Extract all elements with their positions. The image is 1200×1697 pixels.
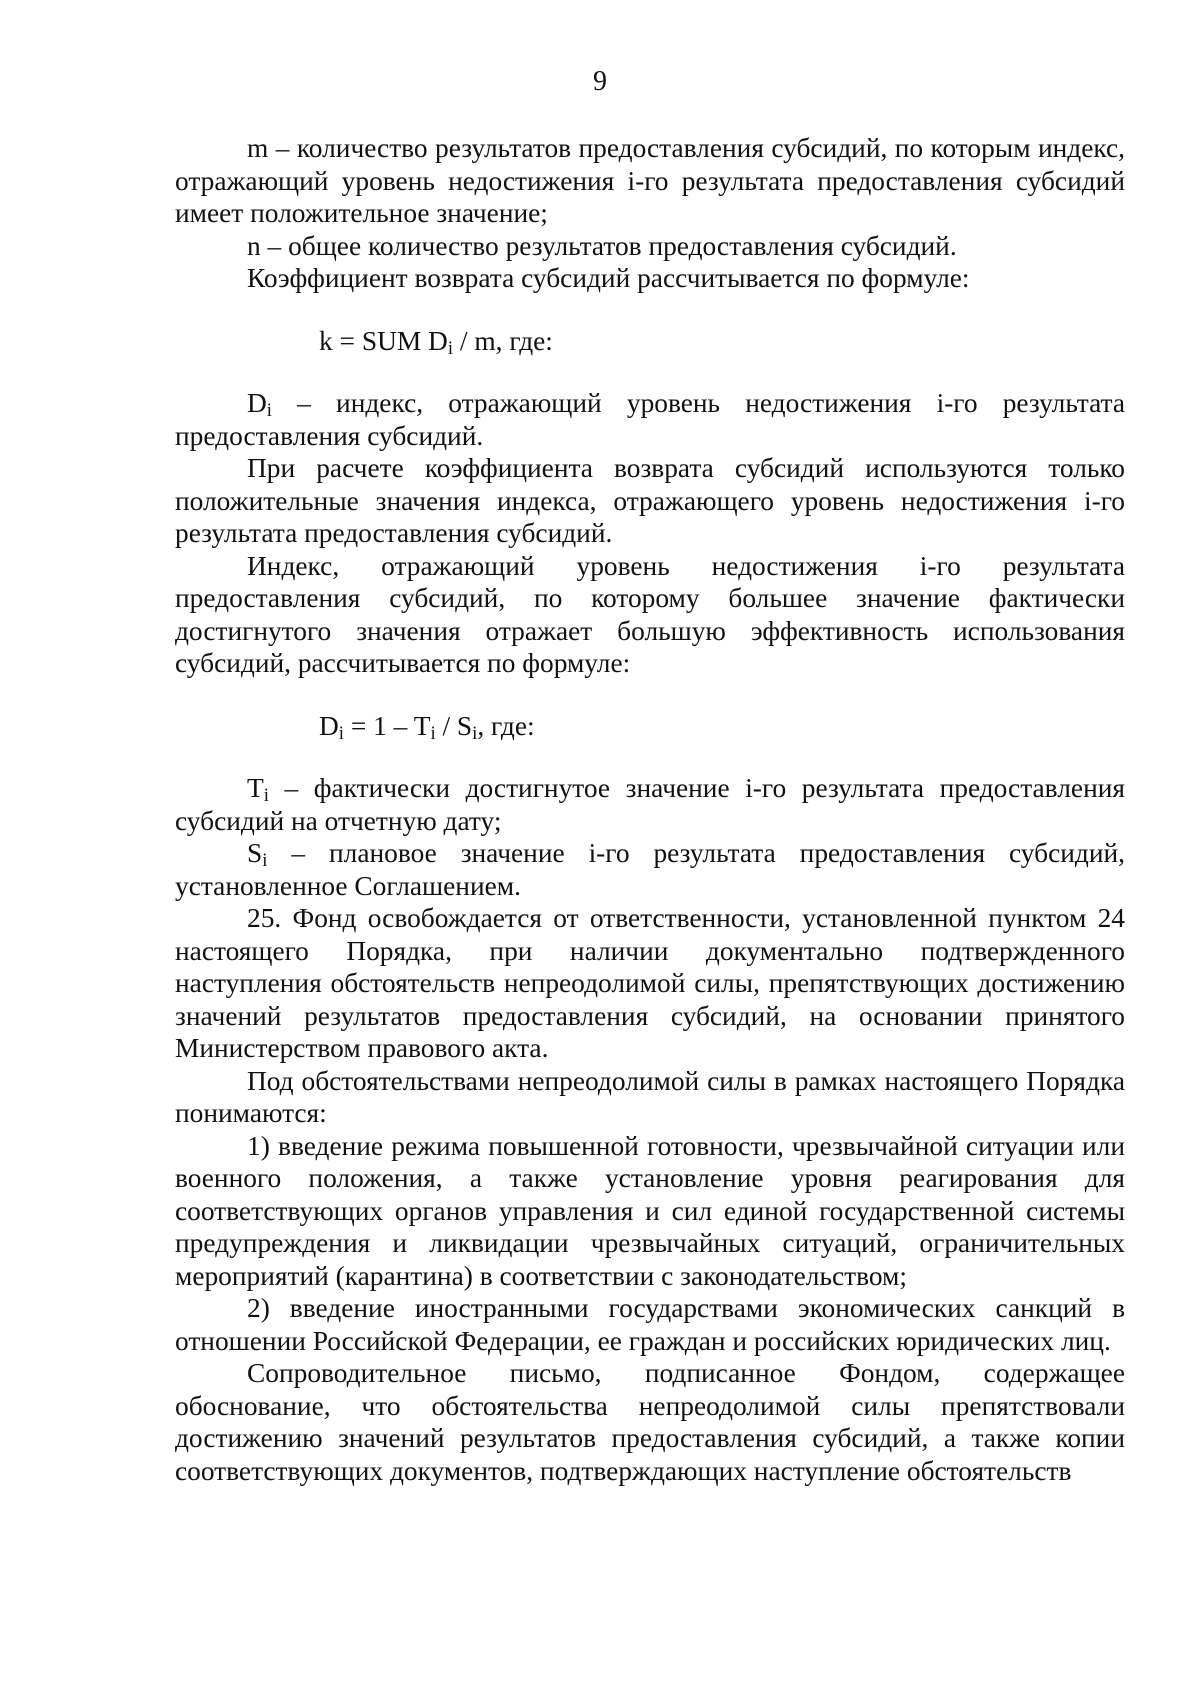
formula-d-subscript: i: [338, 722, 344, 744]
formula-k-rest: / m, где:: [453, 325, 553, 356]
paragraph-ti-text: – фактически достигнутое значение i-го результата предоставления субсидий на отчетную дату;: [175, 773, 1125, 836]
formula-where: , где:: [477, 710, 535, 741]
symbol-s: S: [247, 838, 263, 868]
symbol-d: D: [247, 388, 267, 418]
formula-d-letter: D: [319, 710, 339, 741]
formula-t-subscript: i: [430, 722, 436, 744]
formula-return-coefficient: [175, 325, 1125, 358]
document-body: [175, 132, 1125, 1487]
paragraph-di-definition: [175, 387, 1125, 452]
paragraph-item-2: 2) введение иностранными государствами экономических санкций в отношении Российской Федерации, ее граждан и российских юридических лиц.: [175, 1293, 1125, 1356]
formula-k-lhs: k = SUM D: [319, 325, 448, 356]
paragraph-force-majeure-intro: Под обстоятельствами непреодолимой силы в рамках настоящего Порядка понимаются:: [175, 1065, 1125, 1128]
formula-k-subscript: i: [447, 337, 454, 359]
paragraph-cover-letter: Сопроводительное письмо, подписанное Фондом, содержащее обоснование, что обстоятельства непреодолимой силы препятствовали достижению значений результатов предоставления субсидий, а также копии соответствующих документов, подтверждающих наступление обстоятельств: [175, 1358, 1125, 1486]
symbol-t: T: [247, 773, 264, 803]
formula-t-part: = 1 – T: [343, 710, 431, 741]
formula-index: [175, 710, 1125, 743]
symbol-t-subscript: i: [263, 785, 269, 807]
paragraph-di-text: – индекс, отражающий уровень недостижения i-го результата предоставления субсидий.: [175, 388, 1125, 451]
page-number: 9: [593, 66, 607, 97]
paragraph-ti-definition: [175, 772, 1125, 837]
paragraph-n-definition: n – общее количество результатов предоставления субсидий.: [247, 230, 957, 261]
paragraph-item-1: 1) введение режима повышенной готовности, чрезвычайной ситуации или военного положения, а также установление уровня реагирования для соответствующих органов управления и сил единой государственной системы предупреждения и ликвидации чрезвычайных ситуаций, ограничительных мероприятий (карантина) в соответствии с законодательством;: [175, 1130, 1125, 1291]
formula-s-part: / S: [435, 710, 473, 741]
paragraph-positive-values: При расчете коэффициента возврата субсидий используются только положительные значения индекса, отражающего уровень недостижения i-го результата предоставления субсидий.: [175, 453, 1125, 548]
paragraph-si-definition: [175, 837, 1125, 902]
formula-s-subscript: i: [472, 722, 478, 744]
paragraph-m-definition: m – количество результатов предоставления субсидий, по которым индекс, отражающий уровень недостижения i-го результата предоставления субсидий имеет положительное значение;: [175, 133, 1125, 228]
paragraph-si-text: – плановое значение i-го результата предоставления субсидий, установленное Соглашением.: [175, 838, 1125, 901]
paragraph-index-intro: Индекс, отражающий уровень недостижения i-го результата предоставления субсидий, по которому большее значение фактически достигнутого значения отражает большую эффективность использования субсидий, рассчитывается по формуле:: [175, 550, 1125, 678]
symbol-s-subscript: i: [262, 850, 268, 872]
paragraph-clause-25: 25. Фонд освобождается от ответственности, установленной пунктом 24 настоящего Порядка, при наличии документально подтвержденного наступления обстоятельств непреодолимой силы, препятствующих достижению значений результатов предоставления субсидий, на основании принятого Министерством правового акта.: [175, 903, 1125, 1063]
symbol-d-subscript: i: [266, 400, 272, 422]
paragraph-return-coefficient-intro: Коэффициент возврата субсидий рассчитывается по формуле:: [247, 263, 970, 293]
